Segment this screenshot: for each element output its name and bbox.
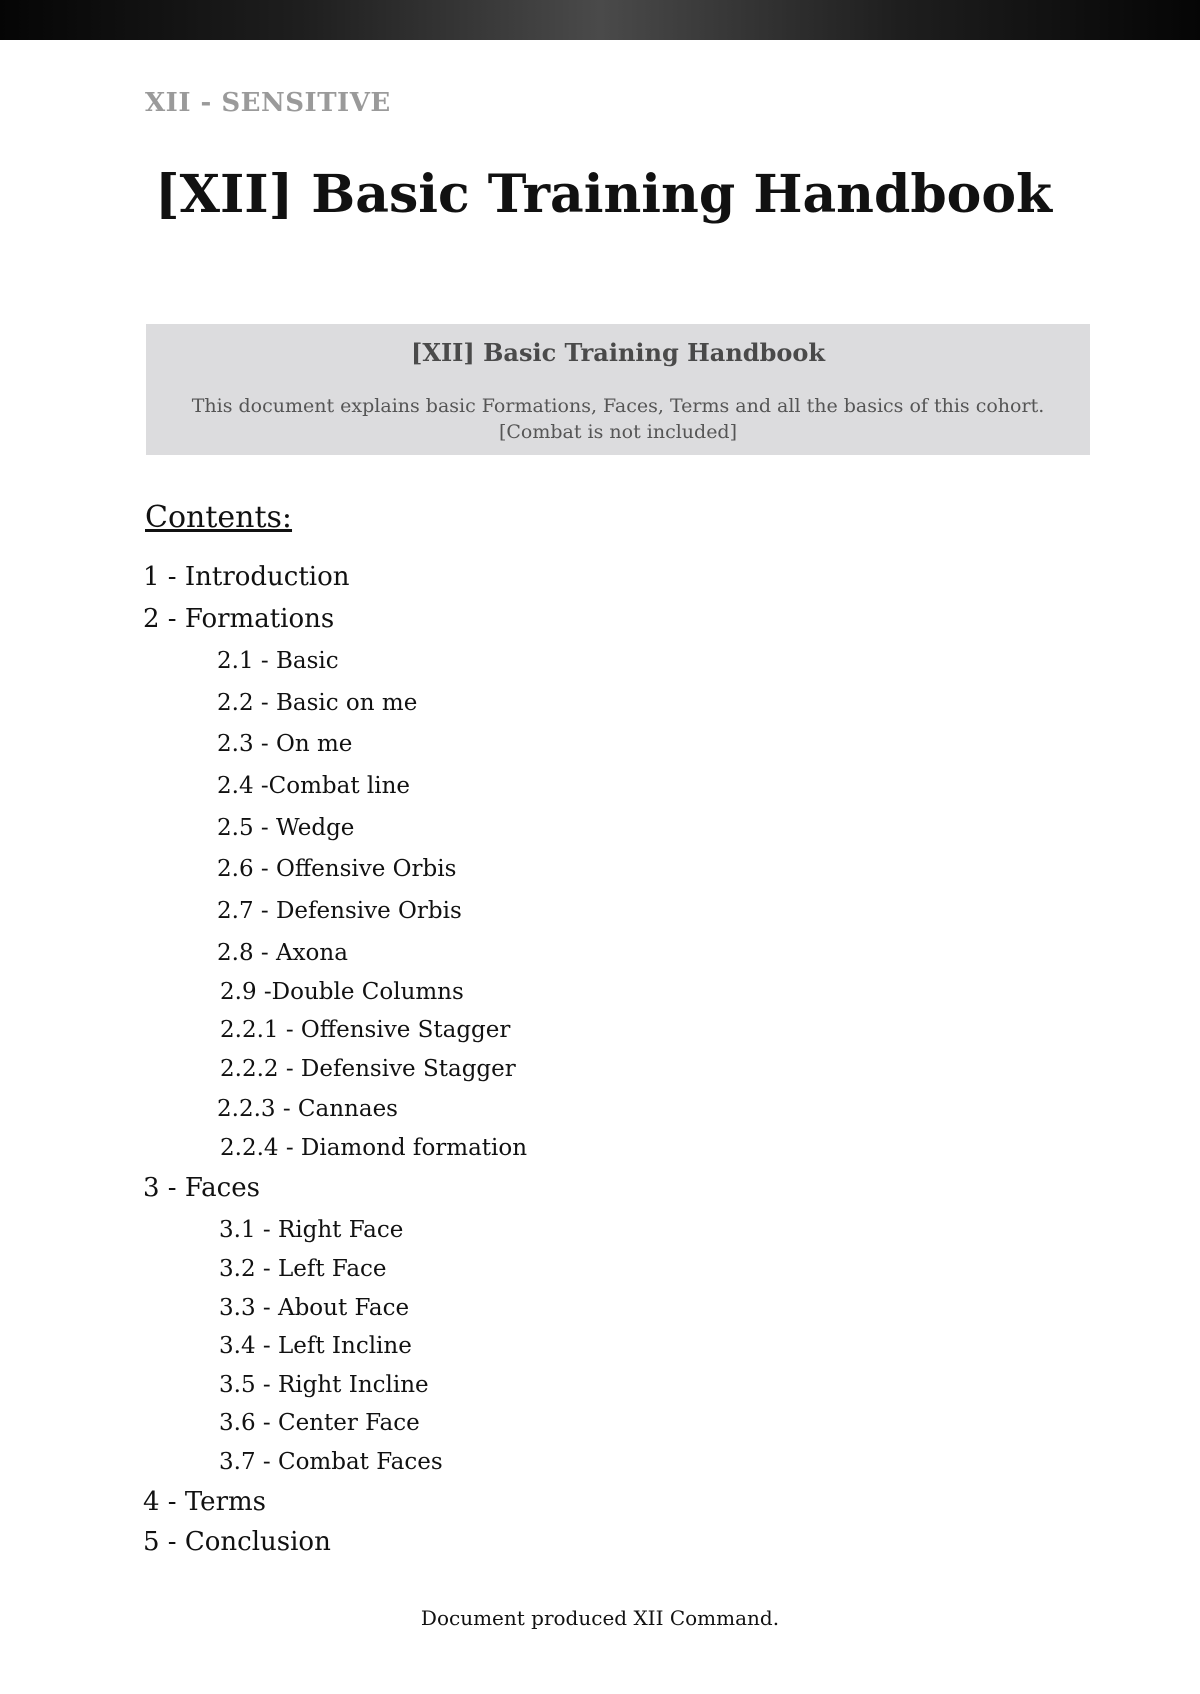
toc-subitem: 3.6 - Center Face bbox=[219, 1410, 420, 1436]
top-banner-bar bbox=[0, 0, 1200, 40]
toc-subitem: 2.2.2 - Defensive Stagger bbox=[220, 1056, 516, 1082]
toc-subitem: 2.2.1 - Offensive Stagger bbox=[220, 1017, 511, 1043]
toc-subitem: 2.2.3 - Cannaes bbox=[217, 1096, 398, 1122]
toc-subitem: 3.7 - Combat Faces bbox=[219, 1449, 443, 1475]
footer-text: Document produced XII Command. bbox=[420, 1606, 780, 1630]
summary-title: [XII] Basic Training Handbook bbox=[410, 338, 826, 367]
toc-item-terms: 4 - Terms bbox=[143, 1487, 266, 1517]
toc-subitem: 2.1 - Basic bbox=[217, 648, 339, 674]
toc-subitem: 3.1 - Right Face bbox=[219, 1217, 404, 1243]
toc-item-faces: 3 - Faces bbox=[143, 1173, 260, 1203]
summary-description: This document explains basic Formations, Faces, Terms and all the basics of this cohort. bbox=[191, 395, 1045, 417]
toc-subitem: 3.5 - Right Incline bbox=[219, 1372, 429, 1398]
toc-subitem: 2.4 -Combat line bbox=[217, 773, 411, 799]
toc-subitem: 2.3 - On me bbox=[217, 731, 353, 757]
toc-subitem: 2.5 - Wedge bbox=[217, 815, 355, 841]
summary-note: [Combat is not included] bbox=[498, 420, 738, 443]
toc-subitem: 2.8 - Axona bbox=[217, 940, 348, 966]
toc-subitem: 2.6 - Offensive Orbis bbox=[217, 856, 457, 882]
toc-item-conclusion: 5 - Conclusion bbox=[143, 1527, 331, 1557]
classification-label: XII - SENSITIVE bbox=[145, 88, 391, 118]
toc-subitem: 3.2 - Left Face bbox=[219, 1256, 387, 1282]
document-title: [XII] Basic Training Handbook bbox=[155, 164, 1053, 225]
toc-item-formations: 2 - Formations bbox=[143, 604, 335, 634]
toc-subitem: 2.2 - Basic on me bbox=[217, 690, 418, 716]
summary-box bbox=[146, 324, 1090, 455]
toc-subitem: 2.2.4 - Diamond formation bbox=[220, 1135, 528, 1161]
toc-subitem: 2.7 - Defensive Orbis bbox=[217, 898, 462, 924]
toc-subitem: 3.4 - Left Incline bbox=[219, 1333, 412, 1359]
toc-subitem: 3.3 - About Face bbox=[219, 1295, 410, 1321]
contents-heading: Contents: bbox=[145, 500, 293, 535]
summary-text bbox=[146, 394, 1090, 445]
toc-subitem: 2.9 -Double Columns bbox=[220, 979, 464, 1005]
toc-item-introduction: 1 - Introduction bbox=[143, 562, 350, 592]
